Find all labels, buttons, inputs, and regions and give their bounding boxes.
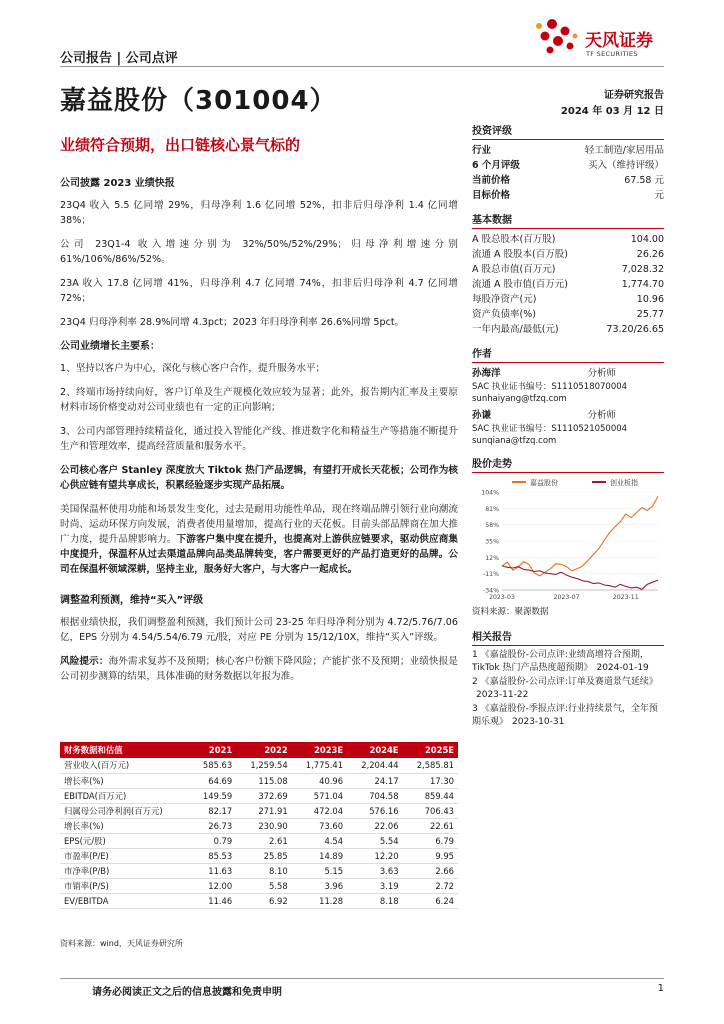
authors-title: 作者 — [472, 345, 664, 363]
table-row — [60, 893, 458, 908]
related-date: 2024-01-19 — [596, 662, 649, 673]
related-text: 2 《嘉益股份-公司点评:订单及赛道景气延续》 — [472, 677, 658, 687]
footer-divider — [60, 978, 664, 979]
risk-paragraph — [60, 654, 458, 684]
author-role: 分析师 — [587, 368, 616, 379]
table-header-cell: 2024E — [347, 742, 402, 758]
basic-value: 7,028.32 — [621, 264, 664, 275]
y-tick-label: -34% — [483, 587, 499, 595]
table-row — [60, 758, 458, 773]
rating-value: 元 — [654, 190, 664, 201]
author-role: 分析师 — [587, 410, 616, 421]
table-cell: 6.92 — [236, 893, 291, 908]
table-cell: 9.95 — [403, 848, 458, 863]
table-cell: 2.61 — [236, 833, 291, 848]
table-cell: 2,585.81 — [403, 758, 458, 773]
chart-source: 资料来源：聚源数据 — [472, 607, 549, 617]
table-cell: 8.18 — [347, 893, 402, 908]
table-cell: 706.43 — [403, 803, 458, 818]
headline: 业绩符合预期，出口链核心景气标的 — [60, 136, 301, 154]
table-cell: 归属母公司净利润(百万元) — [60, 803, 191, 818]
table-cell: 22.61 — [403, 818, 458, 833]
rating-title: 投资评级 — [472, 122, 664, 140]
sidebar — [472, 122, 664, 730]
rating-value: 67.58 元 — [624, 175, 664, 186]
table-cell: 5.58 — [236, 878, 291, 893]
table-row — [60, 863, 458, 878]
y-tick-label: 35% — [485, 538, 499, 546]
table-cell: 6.79 — [403, 833, 458, 848]
basic-data-row — [472, 262, 664, 277]
table-cell: 市销率(P/S) — [60, 878, 191, 893]
table-cell: 增长率(%) — [60, 818, 191, 833]
table-cell: 2,204.44 — [347, 758, 402, 773]
table-row — [60, 773, 458, 788]
paragraph: 2、终端市场持续向好，客户订单及生产规模化效应较为显著；此外，报告期内汇率及主要原材料市场价格变动对公司业绩也有一定的正向影响； — [60, 387, 458, 413]
table-cell: 12.00 — [191, 878, 237, 893]
basic-key: 流通 A 股市值(百万元) — [472, 279, 568, 290]
paragraph: 公司 23Q1-4 收入增速分别为 32%/50%/52%/29%；归母净利增速分别 61%/106%/86%/52%。 — [60, 239, 458, 265]
basic-value: 1,774.70 — [621, 279, 664, 290]
table-cell: 市盈率(P/E) — [60, 848, 191, 863]
table-cell: 271.91 — [236, 803, 291, 818]
table-cell: 26.73 — [191, 818, 237, 833]
basic-value: 73.20/26.65 — [606, 324, 664, 335]
risk-label: 风险提示： — [60, 656, 109, 667]
x-tick-label: 2023-03 — [489, 594, 515, 601]
author-line — [472, 408, 664, 423]
table-cell: 2.66 — [403, 863, 458, 878]
basic-data-row — [472, 247, 664, 262]
rating-value: 买入（维持评级） — [587, 160, 664, 171]
table-cell: 1,259.54 — [236, 758, 291, 773]
table-cell: 73.60 — [292, 818, 347, 833]
basic-data-row — [472, 232, 664, 247]
related-item — [472, 649, 664, 674]
basic-value: 10.96 — [636, 294, 664, 305]
author-name: 孙海洋 — [472, 368, 501, 379]
y-tick-label: 58% — [485, 522, 499, 530]
x-tick-label: 2023-11 — [612, 594, 639, 601]
basic-value: 104.00 — [630, 234, 664, 245]
table-cell: 营业收入(百万元) — [60, 758, 191, 773]
table-header-cell: 财务数据和估值 — [60, 742, 191, 758]
rating-row — [472, 143, 664, 158]
section-title: 公司业绩增长主要系： — [60, 341, 160, 352]
table-cell: 0.79 — [191, 833, 237, 848]
author-card — [472, 408, 664, 447]
table-cell: 24.17 — [347, 773, 402, 788]
basic-key: 一年内最高/最低(元) — [472, 324, 559, 335]
table-cell: 82.17 — [191, 803, 237, 818]
chart-title: 股价走势 — [472, 455, 664, 473]
x-tick-label: 2023-07 — [553, 594, 580, 601]
table-cell: 增长率(%) — [60, 773, 191, 788]
financial-table — [60, 742, 458, 909]
table-row — [60, 848, 458, 863]
author-email: sunqiana@tfzq.com — [472, 436, 557, 446]
report-kind: 证券研究报告 — [604, 90, 664, 101]
table-cell: 11.63 — [191, 863, 237, 878]
table-cell: 17.30 — [403, 773, 458, 788]
table-cell: 64.69 — [191, 773, 237, 788]
basic-value: 26.26 — [636, 249, 664, 260]
table-row — [60, 803, 458, 818]
stock-chart — [472, 476, 664, 604]
basic-data-title: 基本数据 — [472, 211, 664, 229]
table-cell: 149.59 — [191, 788, 237, 803]
basic-key: 资产负债率(%) — [472, 309, 536, 320]
rating-key: 6 个月评级 — [472, 160, 520, 171]
table-cell: 472.04 — [292, 803, 347, 818]
author-line — [472, 366, 664, 381]
y-tick-label: 12% — [485, 554, 499, 562]
table-cell: 3.19 — [347, 878, 402, 893]
legend-label: 创业板指 — [610, 479, 638, 487]
table-cell: 2.72 — [403, 878, 458, 893]
table-cell: 3.96 — [292, 878, 347, 893]
doc-type: 公司报告 | 公司点评 — [60, 51, 178, 66]
table-cell: 8.10 — [236, 863, 291, 878]
paragraph: 3、公司内部管理持续精益化，通过投入智能化产线、推进数字化和精益生产等措施不断提升生产和管理效率，提高经营质量和服务水平。 — [60, 426, 458, 452]
rating-key: 行业 — [472, 145, 492, 156]
table-cell: 571.04 — [292, 788, 347, 803]
logo-subtext: TF SECURITIES — [586, 50, 638, 58]
series-line-chinext — [502, 566, 658, 589]
related-date: 2023-11-22 — [476, 689, 529, 700]
table-header-cell: 2023E — [292, 742, 347, 758]
table-row — [60, 788, 458, 803]
table-cell: 40.96 — [292, 773, 347, 788]
author-cert: SAC 执业证书编号：S1110521050004 — [472, 424, 628, 434]
paragraph: 23A 收入 17.8 亿同增 41%，归母净利 4.7 亿同增 74%，扣非后归母净利 4.7 亿同增 72%； — [60, 278, 458, 304]
paragraph: 根据业绩快报，我们调整盈利预测，我们预计公司 23-25 年归母净利分别为 4.72/5.76/7.06 亿，EPS 分别为 4.54/5.54/6.79 元/股，对应 PE 分别为 15/12/10X，维持“买入”评级。 — [60, 617, 458, 643]
paragraph-bold: 下游客户集中度在提升，也提高对上游供应链要求，驱动供应商集中度提升，保温杯从过去渠道品牌向品类品牌转变，客户需要更好的产品打造更好的品牌。公司在保温杯领域深耕，坚持主业，服务好大客户，与大客户一起成长。 — [60, 534, 459, 575]
table-cell: 576.16 — [347, 803, 402, 818]
basic-data-row — [472, 322, 664, 337]
table-cell: 859.44 — [403, 788, 458, 803]
table-cell: EPS(元/股) — [60, 833, 191, 848]
table-cell: 22.06 — [347, 818, 402, 833]
disclaimer: 请务必阅读正文之后的信息披露和免责申明 — [92, 987, 282, 998]
table-cell: 115.08 — [236, 773, 291, 788]
basic-key: 流通 A 股股本(百万股) — [472, 249, 568, 260]
paragraph: 1、坚持以客户为中心，深化与核心客户合作，提升服务水平； — [60, 363, 326, 374]
related-text: 1 《嘉益股份-公司点评:业绩高增符合预期，TikTok 热门产品热度超预期》 — [472, 650, 649, 673]
table-cell: 372.69 — [236, 788, 291, 803]
section-title: 公司核心客户 Stanley 深度放大 Tiktok 热门产品逻辑，有望打开成长天花板；公司作为核心供应链有望共享成长，积累经验逐步实现产品拓展。 — [60, 465, 458, 491]
paragraph-normal: 美国保温杯使用功能和场景发生变化，过去是耐用功能性单品，现在终端品牌引领行业向潮流时尚、运动环保方向发展，消费者使用量增加，提高行业的天花板。目前头部品牌商在加大推广力度，提升品牌影响力。 — [60, 504, 458, 545]
rating-key: 当前价格 — [472, 175, 511, 186]
section-title: 调整盈利预测，维持“买入”评级 — [60, 595, 204, 606]
basic-data-table — [472, 232, 664, 337]
report-date: 2024 年 03 月 12 日 — [560, 106, 664, 117]
table-cell: 14.89 — [292, 848, 347, 863]
table-row — [60, 833, 458, 848]
rating-row — [472, 188, 664, 203]
basic-key: A 股总市值(百万元) — [472, 264, 556, 275]
legend-label: 嘉益股份 — [530, 479, 558, 487]
risk-text: 海外需求复苏不及预期；核心客户份额下降风险；产能扩张不及预期；业绩快报是公司初步测算的结果，具体准确的财务数据以年报为准。 — [60, 656, 459, 682]
related-date: 2023-10-31 — [512, 716, 565, 727]
table-cell: EV/EBITDA — [60, 893, 191, 908]
logo-text: 天风证券 — [585, 31, 653, 51]
table-cell: 85.53 — [191, 848, 237, 863]
related-item — [472, 676, 664, 701]
table-cell: 4.54 — [292, 833, 347, 848]
table-header-cell: 2022 — [236, 742, 291, 758]
table-header-cell: 2021 — [191, 742, 237, 758]
table-row — [60, 818, 458, 833]
table-header-row — [60, 742, 458, 758]
table-cell: 3.63 — [347, 863, 402, 878]
table-source: 资料来源：wind，天风证券研究所 — [60, 939, 183, 948]
basic-data-row — [472, 292, 664, 307]
table-cell: 5.15 — [292, 863, 347, 878]
y-tick-label: 81% — [485, 505, 499, 513]
table-cell: 585.63 — [191, 758, 237, 773]
table-cell: 市净率(P/B) — [60, 863, 191, 878]
basic-data-row — [472, 277, 664, 292]
rating-key: 目标价格 — [472, 190, 511, 201]
table-cell: 1,775.41 — [292, 758, 347, 773]
basic-data-row — [472, 307, 664, 322]
author-list — [472, 366, 664, 447]
basic-value: 25.77 — [636, 309, 664, 320]
rating-row — [472, 173, 664, 188]
basic-key: 每股净资产(元) — [472, 294, 537, 305]
related-list — [472, 649, 664, 728]
author-name: 孙谦 — [472, 410, 492, 421]
paragraph: 23Q4 收入 5.5 亿同增 29%，归母净利 1.6 亿同增 52%，扣非后归母净利 1.4 亿同增 38%； — [60, 200, 458, 226]
related-item — [472, 703, 664, 728]
author-cert: SAC 执业证书编号：S1110518070004 — [472, 382, 628, 392]
paragraph — [60, 502, 458, 577]
related-text: 3 《嘉益股份-季报点评:行业持续景气，全年预期乐观》 — [472, 704, 658, 727]
basic-key: A 股总股本(百万股) — [472, 234, 556, 245]
y-tick-label: -11% — [483, 571, 499, 579]
rating-row — [472, 158, 664, 173]
related-title: 相关报告 — [472, 628, 664, 646]
table-row — [60, 878, 458, 893]
rating-table — [472, 143, 664, 203]
author-card — [472, 366, 664, 405]
rating-value: 轻工制造/家居用品 — [584, 145, 664, 156]
y-tick-label: 104% — [481, 489, 499, 497]
company-title: 嘉益股份（301004） — [60, 86, 337, 116]
table-cell: 230.90 — [236, 818, 291, 833]
page-number: 1 — [657, 983, 664, 994]
table-cell: EBITDA(百万元) — [60, 788, 191, 803]
table-cell: 11.28 — [292, 893, 347, 908]
section-title: 公司披露 2023 业绩快报 — [60, 178, 175, 189]
table-cell: 25.85 — [236, 848, 291, 863]
table-cell: 12.20 — [347, 848, 402, 863]
table-header-cell: 2025E — [403, 742, 458, 758]
table-cell: 6.24 — [403, 893, 458, 908]
table-cell: 704.58 — [347, 788, 402, 803]
table-cell: 11.46 — [191, 893, 237, 908]
header-divider — [60, 66, 664, 67]
paragraph: 23Q4 归母净利率 28.9%同增 4.3pct；2023 年归母净利率 26.6%同增 5pct。 — [60, 317, 405, 328]
author-email: sunhaiyang@tfzq.com — [472, 394, 567, 404]
table-cell: 5.54 — [347, 833, 402, 848]
main-body — [60, 176, 458, 693]
